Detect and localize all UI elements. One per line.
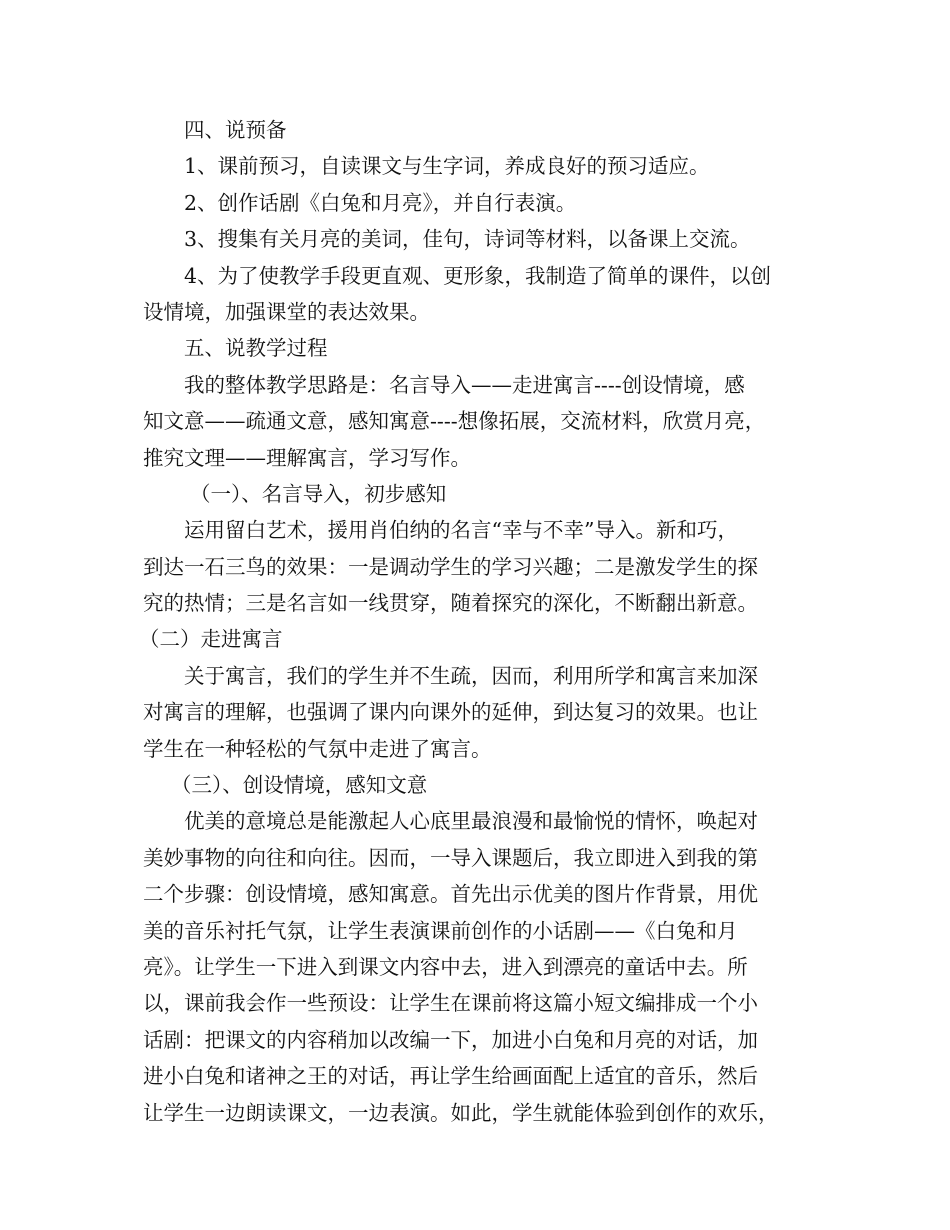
section-heading-teaching-process: 五、说教学过程 [184,336,328,361]
document-body [139,112,818,1131]
text-line: 进小白兔和诸神之王的对话，再让学生给画面配上适宜的音乐，然后 [143,1064,758,1089]
text-line: 美妙事物的向往和向往。因而，一导入课题后，我立即进入到我的第 [143,845,758,870]
text-line: 关于寓言，我们的学生并不生疏，因而，利用所学和寓言来加深 [184,663,758,688]
subsection-heading-3: （三）、创设情境，感知文意 [171,773,428,798]
subsection-heading-1: （一）、名言导入，初步感知 [190,481,447,506]
subsection-heading-2: （二）走进寓言 [139,627,283,652]
text-line: 话剧：把课文的内容稍加以改编一下，加进小白兔和月亮的对话，加 [143,1027,758,1052]
text-line: 以，课前我会作一些预设：让学生在课前将这篇小短文编排成一个小 [143,991,758,1016]
text-line: 究的热情；三是名言如一线贯穿，随着探究的深化，不断翻出新意。 [143,591,758,616]
text-line: 运用留白艺术，援用肖伯纳的名言“幸与不幸”导入。新和巧， [184,518,738,543]
text-line: 学生在一种轻松的气氛中走进了寓言。 [143,736,492,761]
text-line: 二个步骤：创设情境，感知寓意。首先出示优美的图片作背景，用优 [143,882,758,907]
text-line: 1、课前预习，自读课文与生字词，养成良好的预习适应。 [184,154,710,179]
text-line: 2、创作话剧《白兔和月亮》，并自行表演。 [184,190,577,215]
text-line: 3、搜集有关月亮的美词，佳句，诗词等材料，以备课上交流。 [184,227,751,252]
text-line: 知文意——疏通文意，感知寓意----想像拓展，交流材料，欣赏月亮， [143,409,766,434]
text-line: 美的音乐衬托气氛，让学生表演课前创作的小话剧——《白兔和月 [143,918,738,943]
text-line: 推究文理——理解寓言，学习写作。 [143,445,471,470]
text-line: 优美的意境总是能激起人心底里最浪漫和最愉悦的情怀，唤起对 [184,809,758,834]
text-line: 4、为了使教学手段更直观、更形象，我制造了简单的课件，以创 [184,263,772,288]
text-line: 我的整体教学思路是：名言导入——走进寓言----创设情境，感 [184,372,745,397]
text-line: 设情境，加强课堂的表达效果。 [143,299,430,324]
text-line: 对寓言的理解，也强调了课内向课外的延伸，到达复习的效果。也让 [143,700,758,725]
text-line: 亮》。让学生一下进入到课文内容中去，进入到漂亮的童话中去。所 [143,954,748,979]
text-line: 到达一石三鸟的效果：一是调动学生的学习兴趣；二是激发学生的探 [143,554,758,579]
section-heading-preparation: 四、说预备 [184,118,287,142]
text-line: 让学生一边朗读课文，一边表演。如此，学生就能体验到创作的欢乐， [143,1100,779,1125]
